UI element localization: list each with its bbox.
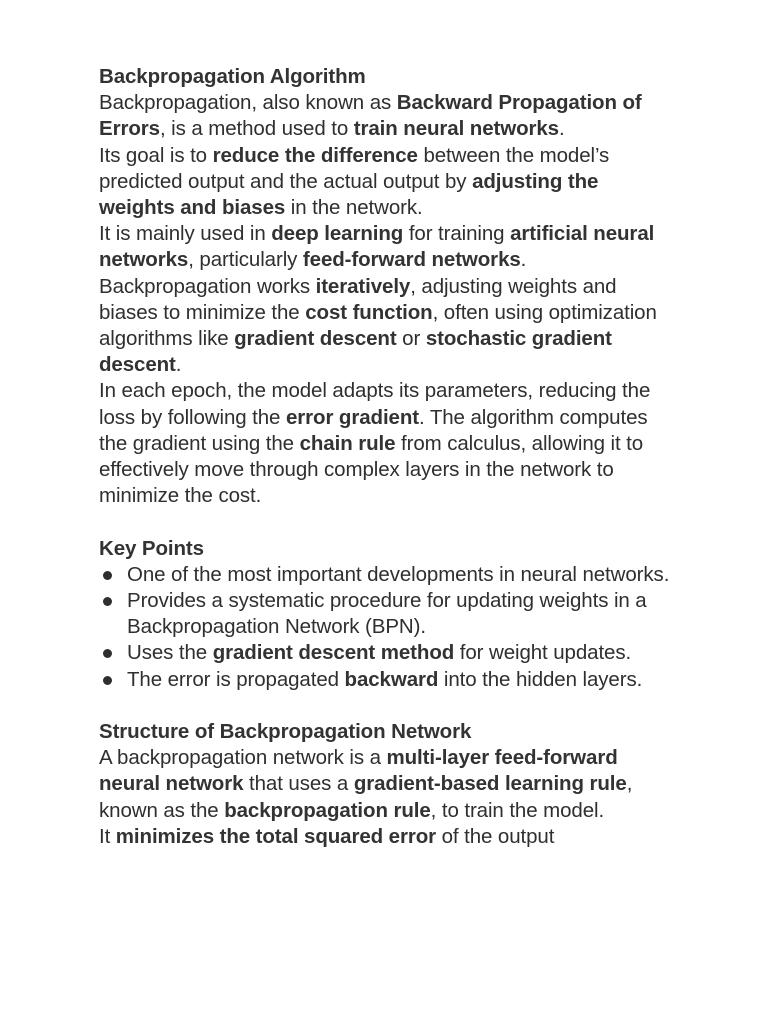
bold-term: feed-forward networks <box>302 248 521 272</box>
text-run: from calculus, allowing it to effectively move through complex layers in the network to minimize the cost. <box>99 431 644 508</box>
text-run: of the output <box>436 824 555 848</box>
text-run: In each epoch, the model adapts its parameters, reducing the loss by following the <box>99 379 651 429</box>
paragraph-structure <box>99 745 679 824</box>
text-run: into the hidden layers. <box>438 667 643 691</box>
section-heading-backpropagation-algorithm: Backpropagation Algorithm <box>99 65 366 88</box>
text-run: that uses a <box>243 772 354 796</box>
text-run: , is a method used to <box>159 117 354 141</box>
bold-term: train neural networks <box>353 117 559 141</box>
list-item <box>99 667 679 693</box>
text-run: for training <box>403 222 511 246</box>
list-item <box>99 588 679 640</box>
text-run: , known as the <box>99 772 633 822</box>
text-run: One of the most important developments in neural networks. <box>127 562 670 586</box>
document-body <box>99 64 679 850</box>
bold-term: stochastic gradient descent <box>99 327 612 377</box>
paragraph-epoch <box>99 378 679 509</box>
text-run: Provides a systematic procedure for updating weights in a Backpropagation Network (BPN). <box>127 589 647 639</box>
text-run: , particularly <box>188 248 303 272</box>
bullet-icon <box>103 571 112 580</box>
bold-term: adjusting the weights and biases <box>99 169 599 220</box>
bold-term: deep learning <box>271 222 404 246</box>
bold-term: gradient descent method <box>212 641 455 665</box>
bold-term: backward <box>344 667 439 691</box>
bold-term: multi-layer feed-forward neural network <box>99 746 618 796</box>
bold-term: reduce the difference <box>212 143 418 167</box>
paragraph-usage <box>99 221 679 273</box>
paragraph-iterative <box>99 274 679 379</box>
text-run: , to train the model. <box>430 798 605 822</box>
bold-term: artificial neural networks <box>99 222 655 272</box>
text-run: Uses the <box>127 641 213 665</box>
text-run: The error is propagated <box>127 667 345 691</box>
bold-term: error gradient <box>285 405 419 429</box>
bold-term: Backward Propagation of Errors <box>99 91 642 141</box>
section-heading-key-points: Key Points <box>99 536 204 560</box>
text-run: or <box>396 327 426 351</box>
text-run: . <box>520 248 527 272</box>
text-run: , often using optimization algorithms like <box>99 300 657 351</box>
bold-term: minimizes the total squared error <box>115 824 437 848</box>
bold-term: cost function <box>305 300 433 324</box>
paragraph-definition <box>99 90 679 142</box>
section-spacer <box>99 693 679 719</box>
text-run: Its goal is to <box>99 143 213 167</box>
text-run: A backpropagation network is a <box>99 746 387 770</box>
text-run: , adjusting weights and biases to minimize the <box>99 274 617 324</box>
bullet-icon <box>103 597 112 606</box>
bold-term: gradient-based learning rule <box>353 772 627 796</box>
text-run: Backpropagation works <box>99 274 316 298</box>
section-heading-structure: Structure of Backpropagation Network <box>99 720 472 744</box>
bold-term: chain rule <box>299 431 396 455</box>
bold-term: backpropagation rule <box>224 798 431 822</box>
list-item <box>99 562 679 588</box>
section-spacer <box>99 509 679 535</box>
key-points-list <box>99 562 679 693</box>
text-run: in the network. <box>285 196 423 220</box>
text-run: . <box>558 117 565 141</box>
text-run: Backpropagation, also known as <box>99 91 397 115</box>
bullet-icon <box>103 649 112 658</box>
bullet-icon <box>103 676 112 685</box>
bold-term: gradient descent <box>234 327 397 351</box>
paragraph-minimizes <box>99 824 679 850</box>
text-run: between the model’s predicted output and the actual output by <box>99 143 610 193</box>
paragraph-goal <box>99 143 679 222</box>
list-item <box>99 640 679 666</box>
text-run: . The algorithm computes the gradient using the <box>99 405 648 455</box>
text-run: for weight updates. <box>454 641 632 665</box>
bold-term: iteratively <box>315 274 411 298</box>
text-run: It is mainly used in <box>99 222 272 246</box>
text-run: . <box>175 353 182 377</box>
text-run: It <box>99 824 116 848</box>
